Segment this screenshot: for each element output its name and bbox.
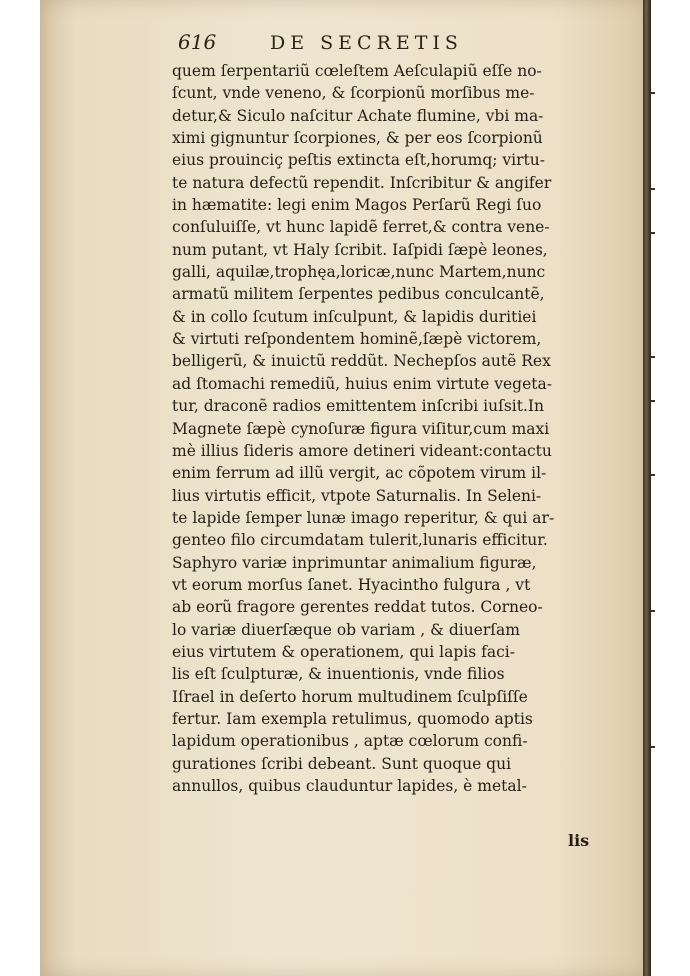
edge-mark: [651, 188, 655, 190]
text-line: enim ferrum ad illũ vergit, ac cõpotem virum il-: [172, 464, 547, 483]
text-line: mè illius ſideris amore detineri videant:contactu: [172, 441, 552, 460]
text-line: tur, draconẽ radios emittentem inſcribi iuſsit.In: [172, 397, 545, 416]
text-line: lius virtutis efficit, vtpote Saturnalis. In Seleni-: [172, 486, 542, 505]
edge-mark: [651, 474, 655, 476]
text-line: in hæmatite: legi enim Magos Perſarũ Regi ſuo: [172, 196, 542, 215]
text-line: conſuluiſſe, vt hunc lapidẽ ferret,& contra vene-: [172, 218, 550, 237]
text-line: num putant, vt Haly ſcribit. Iaſpidi ſæpè leones,: [172, 240, 548, 259]
edge-mark: [651, 610, 655, 612]
edge-mark: [651, 92, 655, 94]
text-line: lo variæ diuerſæque ob variam , & diuerſam: [172, 620, 520, 639]
edge-mark: [651, 356, 655, 358]
page-number: 616: [178, 30, 217, 54]
text-line: te natura defectũ rependit. Inſcribitur & angifer: [172, 173, 552, 192]
text-line: ab eorũ fragore gerentes reddat tutos. Corneo-: [172, 598, 543, 617]
text-line: eius virtutem & operationem, qui lapis faci-: [172, 642, 515, 661]
catchword: lis: [568, 831, 590, 850]
text-line: annullos, quibus clauduntur lapides, è metal-: [172, 777, 527, 795]
edge-mark: [651, 400, 655, 402]
text-line: ximi gignuntur ſcorpiones, & per eos ſcorpionũ: [172, 129, 543, 148]
text-line: genteo filo circumdatam tulerit,lunaris efficitur.: [172, 531, 548, 550]
text-line: galli, aquilæ,trophęa,loricæ,nunc Martem,nunc: [172, 263, 546, 282]
text-line: ad ſtomachi remediũ, huius enim virtute vegeta-: [172, 374, 552, 393]
text-line: & in collo ſcutum inſculpunt, & lapidis duritiei: [172, 307, 537, 326]
page-header: [178, 30, 538, 60]
text-line: ſcunt, vnde veneno, & ſcorpionũ morſibus me-: [172, 84, 535, 103]
text-line: quem ſerpentariũ cœleſtem Aeſculapiũ eſſe no-: [172, 62, 542, 80]
scan-margin: [651, 0, 690, 976]
text-line: eius prouinciç peſtis extincta eſt,horumq; virtu-: [172, 151, 545, 170]
text-line: Magnete ſæpè cynoſuræ figura viſitur,cum maxi: [172, 419, 550, 438]
text-line: fertur. Iam exempla retulimus, quomodo aptis: [172, 709, 533, 728]
text-line: Saphyro variæ inprimuntar animalium figuræ,: [172, 553, 537, 572]
text-line: vt eorum morſus ſanet. Hyacintho fulgura , vt: [172, 575, 531, 594]
text-line: armatũ militem ſerpentes pedibus conculcantẽ,: [172, 285, 545, 304]
page-edge: [643, 0, 651, 976]
text-line: belligerũ, & inuictũ reddũt. Nechepſos autẽ Rex: [172, 352, 551, 371]
text-line: & virtuti reſpondentem hominẽ,ſæpè victorem,: [172, 330, 542, 349]
running-head: DE SECRETIS: [270, 32, 463, 54]
text-line: lapidum operationibus , aptæ cœlorum confi-: [172, 732, 528, 751]
text-line: lis eſt ſculpturæ, & inuentionis, vnde filios: [172, 665, 505, 684]
text-line: detur,& Siculo naſcitur Achate flumine, vbi ma-: [172, 106, 544, 125]
body-text: [172, 60, 597, 797]
text-line: te lapide ſemper lunæ imago reperitur, & qui ar-: [172, 508, 555, 527]
edge-mark: [651, 746, 655, 748]
text-line: Iſrael in deſerto horum multudinem ſculpſiſſe: [172, 687, 528, 706]
edge-mark: [651, 232, 655, 234]
text-line: gurationes ſcribi debeant. Sunt quoque qui: [172, 754, 512, 773]
